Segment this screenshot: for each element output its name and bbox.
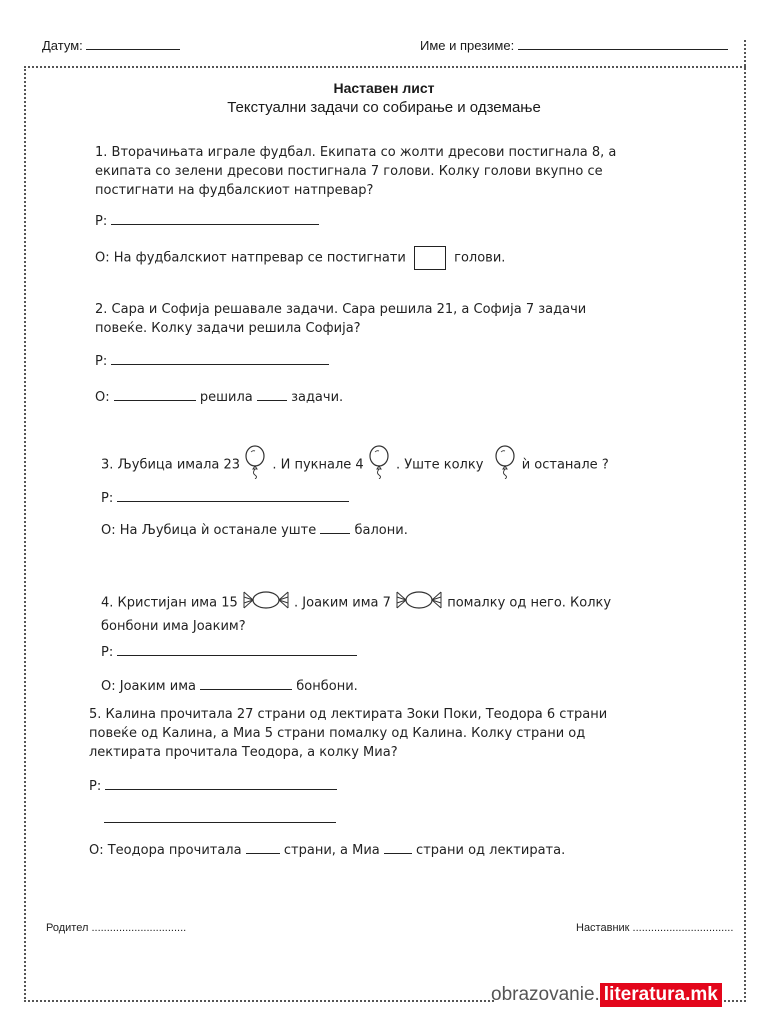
question-1-answer-post: голови. <box>454 250 506 266</box>
question-2-line1: 2. Сара и Софија решавале задачи. Сара решила 21, а Софија 7 задачи <box>95 302 587 317</box>
question-5-blank-teodora[interactable] <box>246 853 280 854</box>
border-right <box>744 40 746 1002</box>
question-4-part1: 4. Кристијан има 15 <box>101 595 238 611</box>
question-5-text <box>89 705 607 762</box>
question-2-answer <box>95 388 343 407</box>
question-3-answer-pre: О: На Љубица ѝ останале уште <box>101 523 317 538</box>
question-5-answer-c: страни од лектирата. <box>416 843 566 858</box>
question-5-work-line[interactable] <box>105 789 337 790</box>
question-2-answer-b: решила <box>199 390 253 405</box>
balloon-icon <box>368 445 392 485</box>
question-3-work <box>101 489 349 508</box>
question-2-line2: повеќе. Колку задачи решила Софија? <box>95 321 361 336</box>
candy-icon <box>242 589 290 617</box>
question-1-answer <box>95 246 505 270</box>
brand-part1: obrazovanie. <box>491 984 600 1005</box>
question-3-part1: 3. Љубица имала 23 <box>101 457 241 473</box>
question-4-work <box>101 643 357 662</box>
parent-label: Родител <box>46 922 89 934</box>
question-4-r-label: Р: <box>101 645 114 660</box>
parent-signature-line[interactable]: ............................... <box>91 922 187 934</box>
question-4-answer-post: бонбони. <box>296 679 358 694</box>
balloon-icon <box>494 445 518 485</box>
teacher-signature-line[interactable]: ................................. <box>632 922 734 934</box>
name-field <box>420 38 728 53</box>
name-input-line[interactable] <box>518 49 728 50</box>
question-3-part2: . И пукнале 4 <box>272 457 364 473</box>
question-1-work-line[interactable] <box>111 224 319 225</box>
question-2-work <box>95 352 329 371</box>
question-1-line2: екипата со зелени дресови постигнала 7 голови. Колку голови вкупно се <box>95 164 603 179</box>
question-4-part2: . Јоаким има 7 <box>294 595 391 611</box>
question-2-work-line[interactable] <box>111 364 329 365</box>
question-2-blank-count[interactable] <box>257 400 287 401</box>
question-3-part4: ѝ останале ? <box>521 457 609 473</box>
question-1-answer-pre: О: На фудбалскиот натпревар се постигнати <box>95 250 406 266</box>
teacher-label: Наставник <box>576 922 630 934</box>
name-label: Име и презиме: <box>420 38 515 53</box>
question-3-text <box>101 445 609 485</box>
question-1-work <box>95 212 319 231</box>
question-3-blank[interactable] <box>320 533 350 534</box>
question-5-r-label: Р: <box>89 779 102 794</box>
date-label: Датум: <box>42 38 83 53</box>
date-input-line[interactable] <box>86 49 180 50</box>
question-5-answer <box>89 841 565 860</box>
question-5-blank-mia[interactable] <box>384 853 412 854</box>
question-4-answer <box>101 677 358 696</box>
question-5-answer-b: страни, а Миа <box>283 843 380 858</box>
question-4-text <box>101 589 611 636</box>
border-top <box>24 66 746 68</box>
question-5-line1: 5. Калина прочитала 27 страни од лектирата Зоки Поки, Теодора 6 страни <box>89 707 608 722</box>
teacher-signature <box>576 922 733 934</box>
question-5-line3: лектирата прочитала Теодора, а колку Миа? <box>89 745 398 760</box>
parent-signature <box>46 922 186 934</box>
question-1-line3: постигнати на фудбалскиот натпревар? <box>95 183 374 198</box>
page-title: Наставен лист <box>333 80 435 96</box>
brand-logo <box>491 984 722 1006</box>
question-3-r-label: Р: <box>101 491 114 506</box>
question-4-work-line[interactable] <box>117 655 357 656</box>
question-2-answer-c: задачи. <box>291 390 344 405</box>
question-1-text <box>95 143 616 200</box>
question-3-work-line[interactable] <box>117 501 349 502</box>
question-4-answer-pre: О: Јоаким има <box>101 679 196 694</box>
date-field <box>42 38 180 53</box>
question-5-line2: повеќе од Калина, а Миа 5 страни помалку од Калина. Колку страни од <box>89 726 586 741</box>
border-bottom-right <box>724 1000 746 1002</box>
candy-icon <box>395 589 443 617</box>
question-3-answer <box>101 521 408 540</box>
question-2-text <box>95 300 586 338</box>
question-3-part3: . Уште колку <box>395 457 484 473</box>
border-left <box>24 66 26 1002</box>
question-5-work-line-2[interactable] <box>104 822 336 823</box>
page-subtitle: Текстуални задачи со собирање и одземање <box>227 99 541 116</box>
question-2-answer-a: О: <box>95 390 110 405</box>
question-1-line1: 1. Вторачињата играле фудбал. Екипата со жолти дресови постигнала 8, а <box>95 145 617 160</box>
question-4-part3: помалку од него. Колку <box>447 595 612 611</box>
question-5-work <box>89 777 337 796</box>
question-2-r-label: Р: <box>95 354 108 369</box>
question-1-answer-box[interactable] <box>414 246 446 270</box>
question-5-answer-a: О: Теодора прочитала <box>89 843 242 858</box>
balloon-icon <box>244 445 268 485</box>
question-1-r-label: Р: <box>95 214 108 229</box>
question-2-blank-name[interactable] <box>114 400 196 401</box>
question-4-line2: бонбони има Јоаким? <box>101 619 246 634</box>
brand-part2: literatura.mk <box>600 983 722 1007</box>
border-bottom <box>24 1000 494 1002</box>
question-4-blank[interactable] <box>200 689 292 690</box>
question-3-answer-post: балони. <box>354 523 408 538</box>
